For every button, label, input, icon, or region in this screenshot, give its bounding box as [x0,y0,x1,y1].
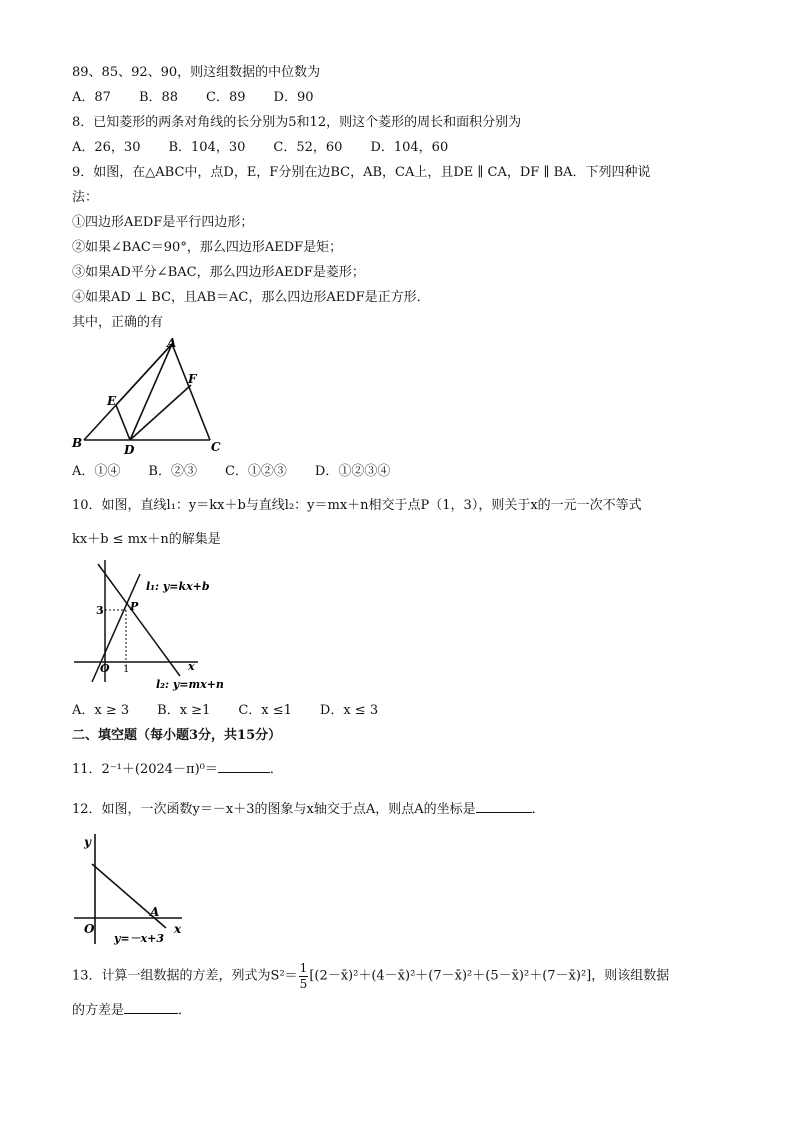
fig9-label-f: F [188,372,197,386]
q7-option-d: D．90 [273,90,314,105]
q13-answer-blank [124,1001,178,1014]
q8-option-d: D．104，60 [370,140,449,155]
q11-text: 11．2⁻¹＋(2024－π)⁰＝ [72,762,218,777]
fig10-origin: O [100,662,110,675]
q10-inequality: kx＋b ≤ mx＋n的解集是 [72,532,221,547]
q9-options [72,463,418,481]
q10-graph-figure [70,552,230,692]
q11-line [72,760,283,779]
q7-options [72,89,342,107]
q13-fraction [299,961,309,992]
fig10-x-tick-1: 1 [123,664,130,675]
q9-statement-3: ③如果AD平分∠BAC，那么四边形AEDF是菱形； [72,265,365,280]
fig10-y-tick-3: 3 [96,604,104,617]
q13-text: 13．计算一组数据的方差，列式为S²＝ [72,968,298,984]
q13-line-2 [72,1001,191,1020]
fig12-x-axis-label: x [174,922,182,936]
q9-option-d: D．①②③④ [314,464,391,479]
q9-text: 9．如图，在△ABC中，点D，E，F分别在边BC，AB，CA上，且DE ∥ CA，DF ∥ BA．下列四种说 [72,165,651,180]
section-heading-fill-blank: 二、填空题（每小题3分，共15分） [72,728,282,743]
fig12-y-axis-label: y [84,835,91,849]
q7-option-c: C．89 [206,90,246,105]
q9-statement-4: ④如果AD ⊥ BC，且AB＝AC，那么四边形AEDF是正方形． [72,290,430,305]
q10-text: 10．如图，直线l₁：y＝kx＋b与直线l₂：y＝mx＋n相交于点P（1，3），则关于x的一元一次不等式 [72,498,642,513]
fig10-point-p: P [130,600,139,613]
q9-option-b: B．②③ [148,464,197,479]
fig9-label-c: C [211,440,221,454]
q12-answer-blank [476,800,532,813]
q10-option-b: B．x ≥1 [157,703,211,718]
q9-triangle-figure [70,335,230,455]
q9-statement-1: ①四边形AEDF是平行四边形； [72,215,254,230]
q8-option-c: C．52，60 [273,140,343,155]
q13-line [72,961,669,1001]
q11-period: ． [269,762,283,777]
fig12-origin: O [84,922,95,936]
fig9-label-e: E [107,394,117,408]
q9-option-c: C．①②③ [224,464,287,479]
q12-text: 12．如图，一次函数y＝－x＋3的图象与x轴交于点A，则点A的坐标是 [72,802,476,817]
q8-option-a: A．26，30 [72,140,141,155]
q13-period: ． [178,1003,192,1018]
q10-options [72,702,406,720]
q7-option-a: A．87 [72,90,111,105]
q8-text: 8．已知菱形的两条对角线的长分别为5和12，则这个菱形的周长和面积分别为 [72,115,522,130]
fig12-line-equation: y=－x+3 [114,932,165,945]
fig10-l1-label: l₁: y=kx+b [146,580,210,593]
fig9-label-d: D [124,443,135,455]
q13-text-cont: 的方差是 [72,1003,125,1018]
q12-period: ． [531,802,545,817]
q13-fraction-numerator: 1 [299,961,308,975]
q12-graph-figure [70,826,200,951]
q11-answer-blank [218,760,270,773]
q7-text: 89、85、92、90，则这组数据的中位数为 [72,65,321,80]
fig10-l2-label: l₂: y=mx+n [156,678,224,691]
q7-option-b: B．88 [138,90,179,105]
fig9-label-b: B [72,436,83,450]
q10-option-a: A．x ≥ 3 [72,703,130,718]
q9-option-a: A．①④ [72,464,121,479]
q10-option-d: D．x ≤ 3 [319,703,379,718]
q8-option-b: B．104，30 [168,140,246,155]
q9-text-cont: 法： [72,190,99,205]
fig9-label-a: A [167,336,177,350]
q13-fraction-denominator: 5 [299,977,308,991]
q9-statement-2: ②如果∠BAC＝90°，那么四边形AEDF是矩； [72,240,343,255]
q12-line [72,800,545,819]
q9-prompt: 其中，正确的有 [72,315,164,330]
fig12-point-a: A [150,905,160,919]
q8-options [72,139,476,157]
q13-expression: [(2－x̄)²＋(4－x̄)²＋(7－x̄)²＋(5－x̄)²＋(7－x̄)²]，则该组数据 [309,968,670,984]
fig10-x-axis-label: x [188,660,195,673]
q10-option-c: C．x ≤1 [238,703,292,718]
